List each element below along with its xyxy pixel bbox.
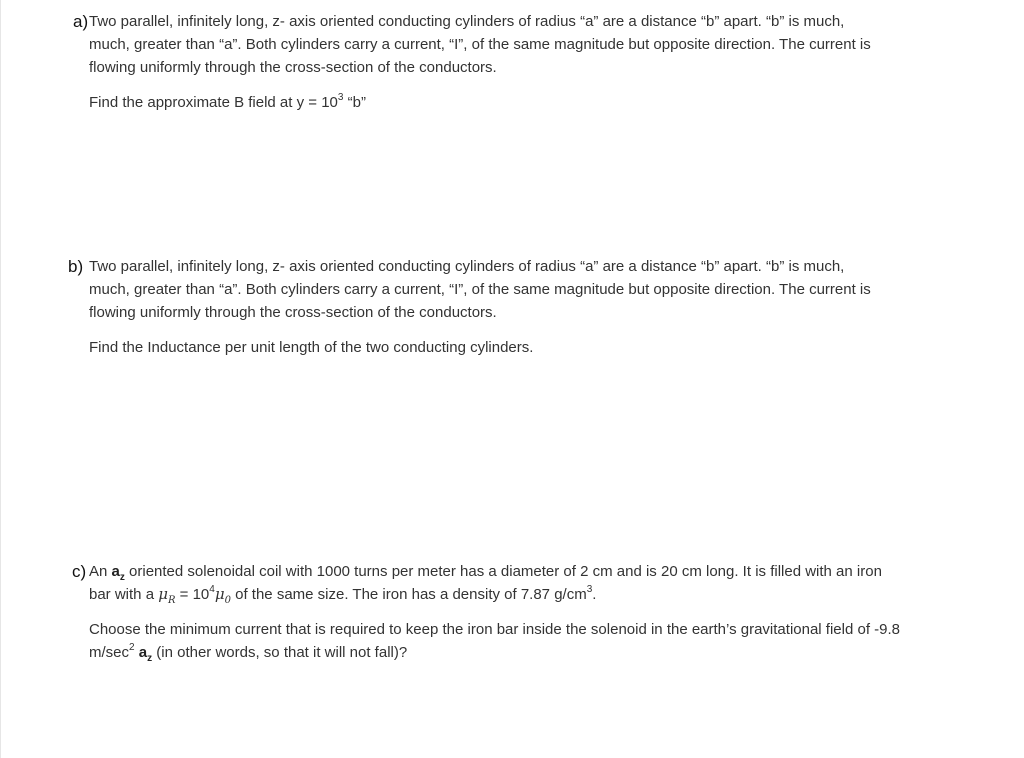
unit-vector-az-2 [138, 644, 153, 664]
problem-c-question [89, 618, 919, 664]
problem-a-question-post: “b” [343, 94, 366, 111]
problem-a-question-pre: Find the approximate B field at y = 10 [89, 94, 338, 111]
problem-b-line-2: much, greater than “a”. Both cylinders carry a current, “I”, of the same magnitude but opposite direction. The current is [89, 281, 871, 298]
page-left-border [0, 0, 1, 758]
problem-b-line-3: flowing uniformly through the cross-section of the conductors. [89, 304, 497, 321]
permeability-exponent: 4 [209, 584, 215, 595]
problem-c-line-1-post: oriented solenoidal coil with 1000 turns per meter has a diameter of 2 cm and is 20 cm long. It is filled with an iron [124, 563, 882, 580]
problem-c-letter: c) [72, 562, 87, 581]
gravity-units: m/sec [89, 644, 130, 661]
problem-c-line-2-end: . [592, 586, 597, 603]
problem-a-line-3: flowing uniformly through the cross-section of the conductors. [89, 59, 497, 76]
problem-c-statement [89, 560, 919, 606]
permeability-equation: = 10 [175, 586, 210, 603]
unit-vector-a: a [111, 563, 120, 580]
problem-a-statement [89, 10, 919, 79]
problem-a-question-exponent: 3 [337, 92, 344, 103]
problem-c-line-1-pre: An [89, 563, 112, 580]
mu-subscript-r: R [167, 595, 176, 606]
problem-c-line-2 [89, 583, 919, 606]
problem-c-question-line-2-post: (in other words, so that it will not fall)? [152, 644, 408, 661]
problem-a-question [89, 91, 919, 114]
unit-vector-subscript-2: z [147, 653, 153, 664]
problem-c-question-line-1: Choose the minimum current that is required to keep the iron bar inside the solenoid in the earth’s gravitational field of -9.8 [89, 621, 901, 638]
unit-vector-az [111, 563, 125, 583]
problem-a-letter: a) [73, 12, 89, 31]
problem-b-line-1: Two parallel, infinitely long, z- axis oriented conducting cylinders of radius “a” are a distance “b” apart. “b” is much, [89, 258, 845, 275]
problem-c-question-line-2 [89, 641, 919, 664]
mu-zero-symbol: μ [214, 585, 225, 603]
mu-subscript-zero: 0 [224, 595, 231, 606]
unit-vector-subscript: z [119, 572, 125, 583]
problem-a-line-2: much, greater than “a”. Both cylinders carry a current, “I”, of the same magnitude but opposite direction. The current is [89, 36, 871, 53]
density-exponent: 3 [586, 584, 593, 595]
problem-b-statement [89, 255, 919, 324]
unit-vector-a-2: a [138, 644, 148, 661]
problem-a-line-1: Two parallel, infinitely long, z- axis oriented conducting cylinders of radius “a” are a distance “b” apart. “b” is much, [89, 13, 845, 30]
problem-b-question: Find the Inductance per unit length of the two conducting cylinders. [89, 339, 534, 356]
problem-c-line-2-post: of the same size. The iron has a density of 7.87 g/cm [230, 586, 587, 603]
problem-c-line-1 [89, 560, 919, 583]
problem-c-line-2-pre: bar with a [89, 586, 159, 603]
problem-b-letter: b) [68, 257, 84, 276]
gravity-units-exponent: 2 [129, 642, 135, 653]
mu-symbol: μ [158, 585, 168, 603]
